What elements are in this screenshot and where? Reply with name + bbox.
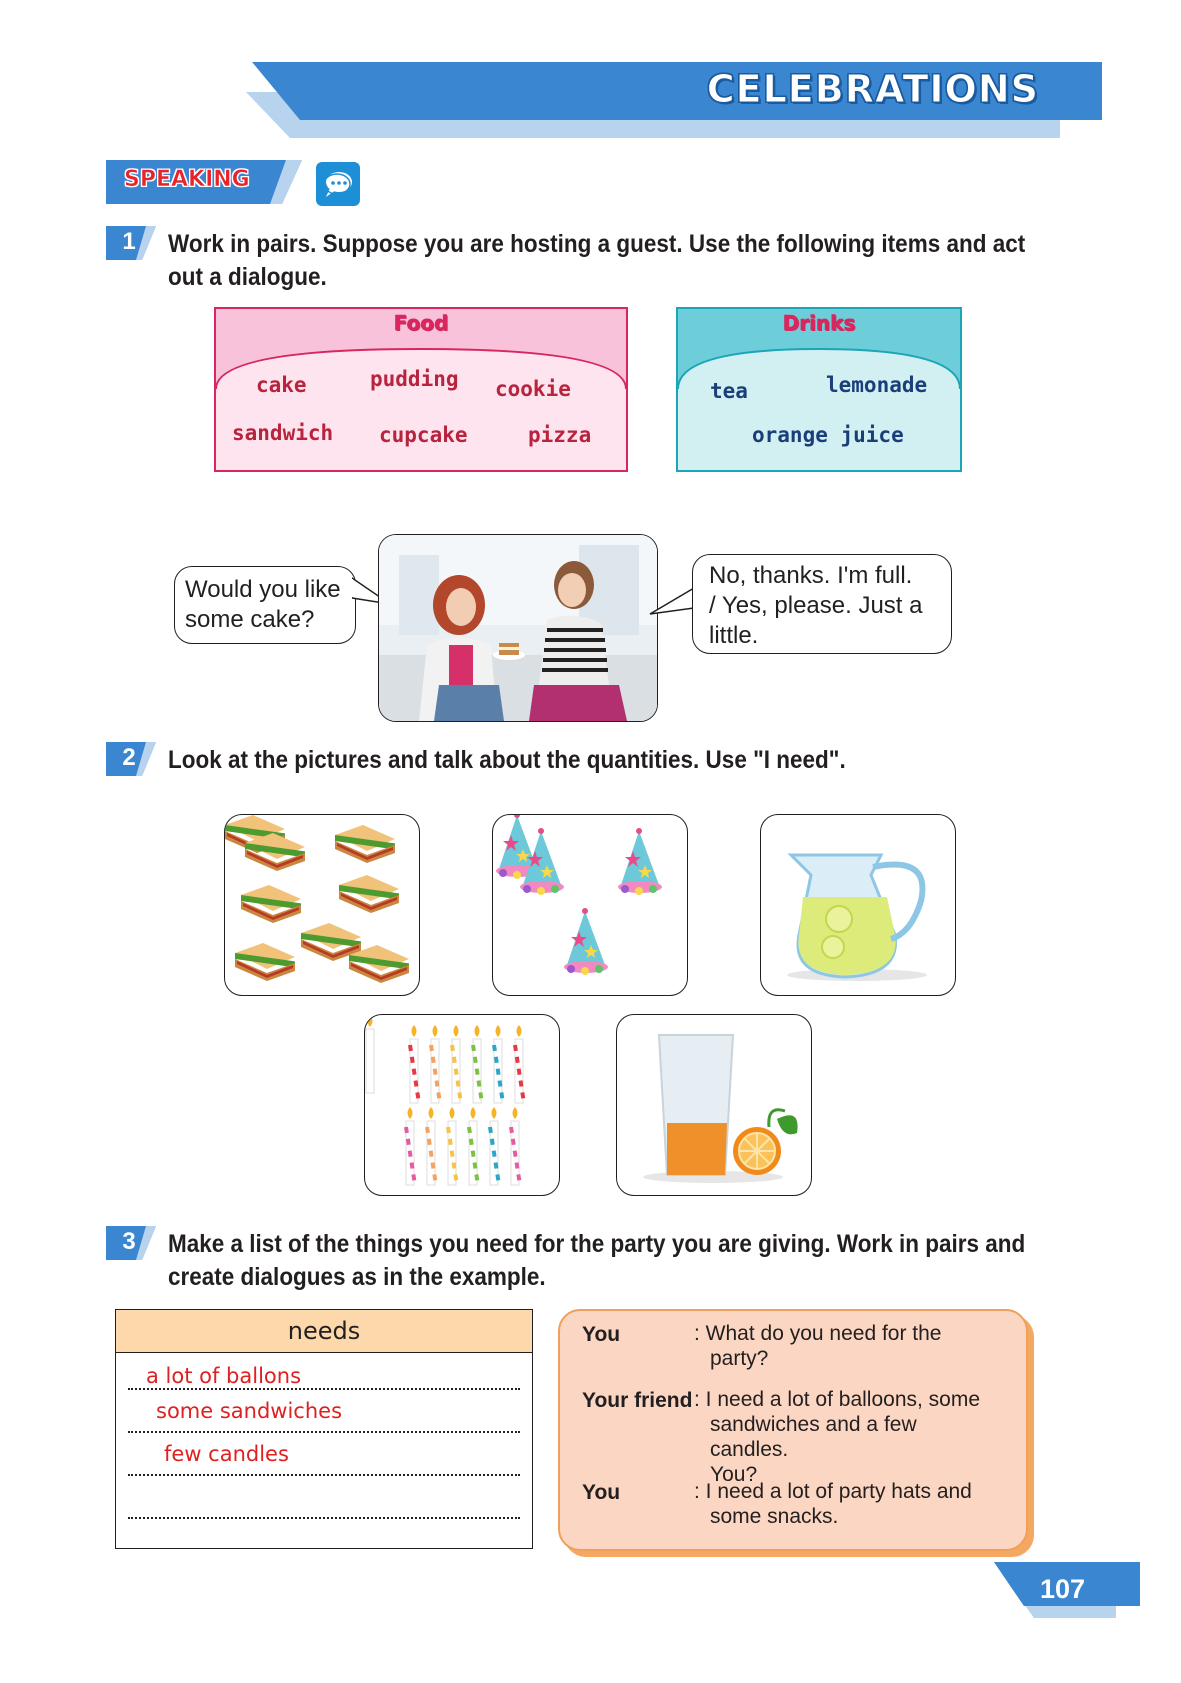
- speech-bubble-right: [692, 554, 952, 654]
- page-number: 107: [1040, 1574, 1086, 1604]
- drink-item: orange juice: [752, 423, 904, 447]
- needs-header: [116, 1310, 532, 1353]
- instruction-line: create dialogues as in the example.: [168, 1263, 546, 1291]
- dialogue-text: sandwiches and a few candles.: [710, 1413, 917, 1461]
- needs-entry: a lot of ballons: [146, 1364, 302, 1388]
- instruction-text: [168, 744, 1068, 777]
- drink-item: lemonade: [826, 373, 928, 397]
- dialogue-text: : I need a lot of balloons, some: [694, 1388, 981, 1411]
- needs-entry: few candles: [164, 1442, 289, 1466]
- writing-line[interactable]: [128, 1388, 520, 1390]
- dialogue-speaker: Your friend: [582, 1389, 693, 1412]
- exercise-number-wrap: [106, 742, 156, 776]
- dialogue-text: party?: [710, 1347, 769, 1370]
- bubble-line: some cake?: [185, 606, 315, 633]
- exercise-number-wrap: [106, 1226, 156, 1260]
- dialogue-line: [694, 1479, 994, 1529]
- food-item: pizza: [528, 423, 592, 447]
- needs-table: [115, 1309, 533, 1549]
- exercise-number-wrap: [106, 226, 156, 260]
- food-item: pudding: [370, 367, 459, 391]
- instruction-line: Make a list of the things you need for the party you are giving. Work in pairs and: [168, 1230, 1026, 1258]
- dialogue-line: [694, 1387, 994, 1487]
- needs-title: needs: [287, 1317, 361, 1345]
- bubble-tail: [648, 586, 694, 616]
- writing-line[interactable]: [128, 1517, 520, 1519]
- writing-line[interactable]: [128, 1431, 520, 1433]
- dialogue-speaker: You: [582, 1481, 621, 1504]
- bubble-line: / Yes, please. Just a: [709, 592, 923, 619]
- instruction-text: [168, 1228, 1068, 1294]
- food-item: cupcake: [379, 423, 468, 447]
- food-item: cake: [256, 373, 307, 397]
- exercise-number: 2: [122, 744, 136, 771]
- exercise-number: 3: [122, 1228, 136, 1255]
- sandwiches-picture: [224, 814, 420, 996]
- dialogue-line: [694, 1321, 994, 1371]
- dialogue-text: You?: [710, 1463, 758, 1486]
- section-label-wrap: [106, 160, 302, 204]
- speech-bubble-left: [174, 566, 356, 644]
- candles-picture: [364, 1014, 560, 1196]
- orange-juice-picture: [616, 1014, 812, 1196]
- dialogue-text: : I need a lot of party hats and: [694, 1480, 972, 1503]
- drinks-title: Drinks: [782, 311, 856, 335]
- bubble-line: Would you like: [185, 576, 341, 603]
- instruction-line: Look at the pictures and talk about the quantities. Use "I need".: [168, 746, 846, 774]
- section-label: SPEAKING: [124, 167, 250, 192]
- instruction-line: Work in pairs. Suppose you are hosting a guest. Use the following items and act: [168, 230, 1026, 258]
- dialogue-speaker: You: [582, 1323, 621, 1346]
- drinks-box: [676, 307, 962, 472]
- chapter-title: CELEBRATIONS: [706, 67, 1039, 111]
- bubble-line: little.: [709, 622, 759, 649]
- party-hats-picture: [492, 814, 688, 996]
- instruction-text: [168, 228, 1068, 294]
- lemonade-jug-picture: [760, 814, 956, 996]
- dialogue-text: some snacks.: [710, 1505, 839, 1528]
- food-item: cookie: [495, 377, 571, 401]
- food-item: sandwich: [232, 421, 334, 445]
- example-dialogue: [558, 1309, 1028, 1551]
- guest-photo: [378, 534, 658, 722]
- food-box: [214, 307, 628, 472]
- instruction-line: out a dialogue.: [168, 263, 327, 291]
- drink-item: tea: [710, 379, 748, 403]
- bubble-line: No, thanks. I'm full.: [709, 562, 913, 589]
- dialogue-text: : What do you need for the: [694, 1322, 942, 1345]
- needs-entry: some sandwiches: [156, 1399, 343, 1423]
- exercise-number: 1: [122, 228, 136, 255]
- chat-bubble-icon: [316, 162, 360, 206]
- writing-line[interactable]: [128, 1474, 520, 1476]
- food-title: Food: [393, 311, 449, 335]
